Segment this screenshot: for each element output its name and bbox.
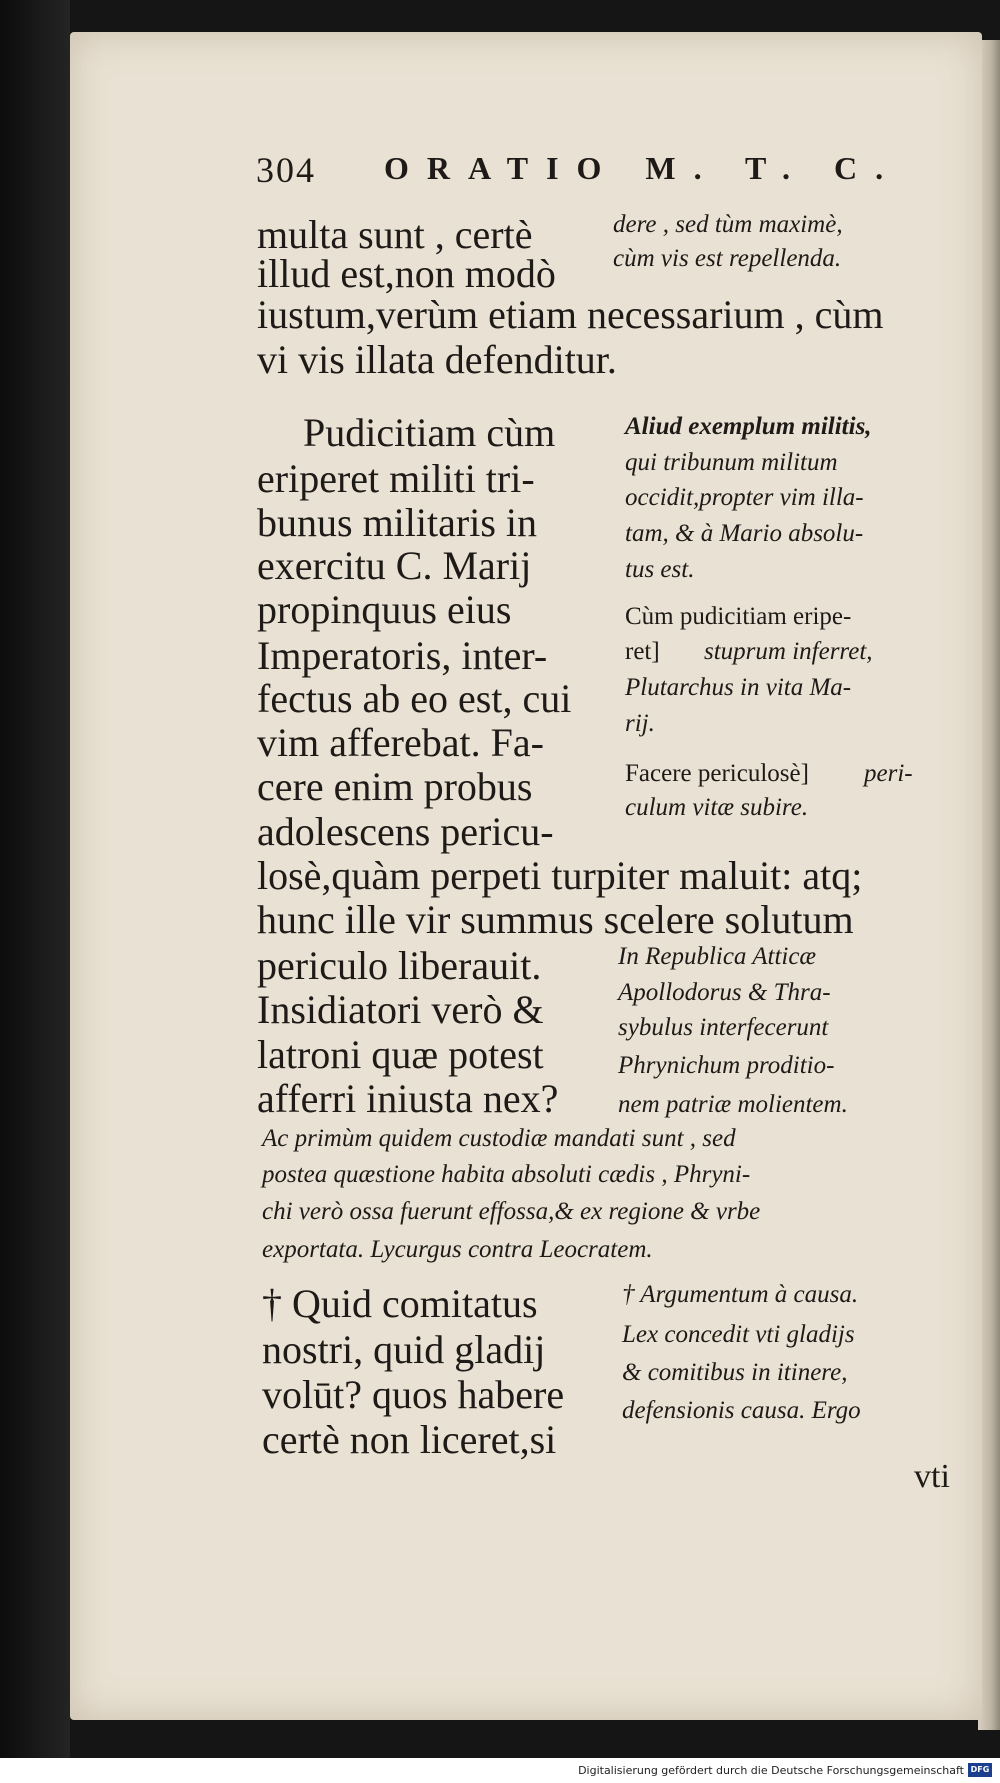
text-line: Insidiatori verò & <box>257 987 544 1032</box>
marginal-note: stuprum inferret, <box>704 638 873 665</box>
marginal-note: Phrynichum proditio- <box>618 1052 835 1079</box>
text-line: bunus militaris in <box>257 500 537 545</box>
text-line: fectus ab eo est, cui <box>257 676 572 721</box>
marginal-note: dere , sed tùm maximè, <box>613 211 843 238</box>
text-line: certè non liceret,si <box>262 1417 557 1462</box>
marginal-note: ret] <box>625 638 660 665</box>
dfg-logo: DFG <box>968 1763 992 1777</box>
marginal-note: Cùm pudicitiam eripe- <box>625 603 852 630</box>
marginal-note: cùm vis est repellenda. <box>613 245 842 272</box>
marginal-note: peri- <box>864 760 913 787</box>
text-line: volūt? quos habere <box>262 1372 565 1417</box>
text-line: losè,quàm perpeti turpiter maluit: atq; <box>257 853 863 898</box>
catchword: vti <box>914 1458 950 1495</box>
digitization-footer <box>0 1758 1000 1783</box>
marginal-note: tus est. <box>625 556 695 583</box>
marginal-note: Aliud exemplum militis, <box>625 413 872 440</box>
marginal-note: sybulus interfecerunt <box>618 1014 829 1041</box>
text-line: multa sunt , certè <box>257 212 533 257</box>
footnote-line: exportata. Lycurgus contra Leocratem. <box>262 1236 653 1263</box>
text-line: Pudicitiam cùm <box>303 410 556 455</box>
text-line: propinquus eius <box>257 587 512 632</box>
text-line: illud est,non modò <box>257 251 556 296</box>
marginal-note: Lex concedit vti gladijs <box>622 1321 855 1348</box>
marginal-note: culum vitæ subire. <box>625 794 809 821</box>
footnote-line: postea quæstione habita absoluti cædis , Phryni- <box>262 1161 751 1188</box>
text-line: eriperet militi tri- <box>257 456 535 501</box>
text-line: afferri iniusta nex? <box>257 1076 559 1121</box>
footnote-line: chi verò ossa fuerunt effossa,& ex regione & vrbe <box>262 1198 761 1225</box>
marginal-note: nem patriæ molientem. <box>618 1091 848 1118</box>
running-head: ORATIO M. T. C. <box>384 150 902 186</box>
text-line: adolescens pericu- <box>257 809 554 854</box>
marginal-note: † Argumentum à causa. <box>622 1281 859 1308</box>
marginal-note: Facere periculosè] <box>625 760 809 787</box>
marginal-note: rij. <box>625 710 655 737</box>
marginal-note: In Republica Atticæ <box>618 943 817 970</box>
page-number: 304 <box>256 150 316 190</box>
text-line: hunc ille vir summus scelere solutum <box>257 897 854 942</box>
text-line: cere enim probus <box>257 764 533 809</box>
text-line: exercitu C. Marij <box>257 543 532 588</box>
text-line: vi vis illata defenditur. <box>257 337 617 382</box>
text-line: vim afferebat. Fa- <box>257 720 544 765</box>
text-line: † Quid comitatus <box>262 1281 538 1326</box>
book-binding-shadow <box>0 0 70 1783</box>
footer-text: Digitalisierung gefördert durch die Deutsche Forschungsgemeinschaft <box>578 1764 964 1777</box>
text-line: nostri, quid gladij <box>262 1327 546 1372</box>
marginal-note: tam, & à Mario absolu- <box>625 520 864 547</box>
text-line: latroni quæ potest <box>257 1032 544 1077</box>
text-line: Imperatoris, inter- <box>257 633 548 678</box>
marginal-note: Plutarchus in vita Ma- <box>625 674 852 701</box>
text-line: periculo liberauit. <box>257 943 542 988</box>
marginal-note: qui tribunum militum <box>625 449 838 476</box>
text-line: iustum,verùm etiam necessarium , cùm <box>257 292 884 337</box>
marginal-note: Apollodorus & Thra- <box>618 979 831 1006</box>
footnote-line: Ac primùm quidem custodiæ mandati sunt , sed <box>262 1125 736 1152</box>
marginal-note: & comitibus in itinere, <box>622 1359 848 1386</box>
marginal-note: occidit,propter vim illa- <box>625 484 864 511</box>
marginal-note: defensionis causa. Ergo <box>622 1397 861 1424</box>
